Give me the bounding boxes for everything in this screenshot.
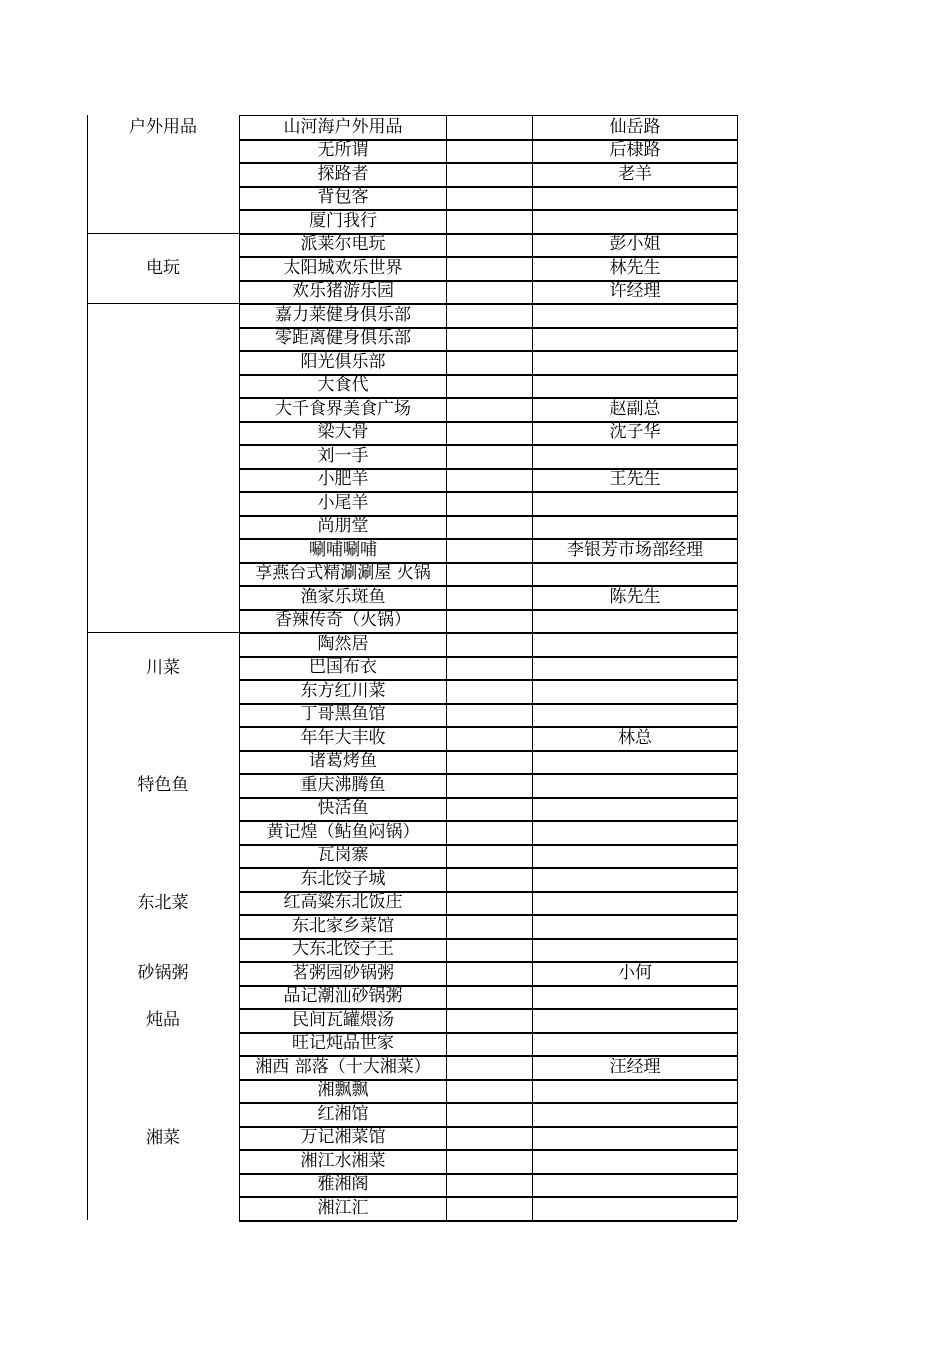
contact-cell [533, 492, 737, 515]
contact-cell [533, 1079, 737, 1102]
contact-cell [533, 1103, 737, 1126]
empty-cell [447, 562, 532, 585]
empty-cell [447, 445, 532, 468]
contact-cell [533, 821, 737, 844]
merchant-name-cell: 香辣传奇（火锅） [275, 610, 411, 630]
merchant-name-cell: 丁哥黑鱼馆 [300, 704, 386, 724]
empty-cell [447, 233, 532, 256]
merchant-name-cell: 湘飘飘 [317, 1080, 369, 1100]
contact-cell: 林总 [618, 727, 652, 748]
empty-cell [447, 985, 532, 1008]
contact-cell [533, 374, 737, 397]
contact-cell [533, 797, 737, 820]
merchant-name-cell: 山河海户外用品 [283, 116, 403, 137]
merchant-name-cell: 诸葛烤鱼 [309, 751, 377, 771]
empty-cell [447, 727, 532, 750]
category-separator [87, 632, 239, 633]
merchant-name-cell: 梁大骨 [317, 422, 369, 442]
empty-cell [447, 938, 532, 961]
merchant-name-cell: 湘西 部落（十大湘菜） [255, 1056, 431, 1077]
merchant-name-cell: 雅湘阁 [317, 1174, 369, 1194]
merchant-name-cell: 派莱尔电玩 [300, 234, 386, 254]
contact-cell [533, 938, 737, 961]
merchant-name-cell: 快活鱼 [317, 798, 369, 818]
merchant-name-cell: 万记湘菜馆 [300, 1127, 386, 1147]
empty-cell [447, 891, 532, 914]
contact-cell [533, 445, 737, 468]
empty-cell [447, 116, 532, 139]
contact-cell [533, 1197, 737, 1220]
merchant-name-cell: 重庆沸腾鱼 [300, 774, 386, 795]
empty-cell [447, 257, 532, 280]
contact-cell [533, 327, 737, 350]
merchant-name-cell: 大东北饺子王 [292, 939, 394, 959]
contact-cell [533, 186, 737, 209]
contact-cell [533, 633, 737, 656]
merchant-name-cell: 旺记炖品世家 [292, 1033, 394, 1053]
empty-cell [447, 703, 532, 726]
empty-cell [447, 750, 532, 773]
contact-cell [533, 210, 737, 233]
contact-cell: 赵副总 [609, 398, 661, 419]
contact-cell [533, 351, 737, 374]
merchant-name-cell: 渔家乐斑鱼 [300, 586, 386, 607]
contact-cell [533, 1009, 737, 1032]
contact-cell [533, 1150, 737, 1173]
contact-cell: 彭小姐 [609, 234, 661, 254]
contact-cell [533, 703, 737, 726]
contact-cell: 老羊 [618, 163, 652, 184]
merchant-name-cell: 东北饺子城 [300, 868, 386, 889]
merchant-name-cell: 大食代 [317, 375, 369, 395]
empty-cell [447, 609, 532, 632]
empty-cell [447, 492, 532, 515]
empty-cell [447, 1032, 532, 1055]
contact-cell [533, 515, 737, 538]
merchant-name-cell: 红湘馆 [317, 1103, 369, 1124]
contact-cell [533, 868, 737, 891]
merchant-name-cell: 尚朋堂 [317, 516, 369, 536]
contact-cell [533, 774, 737, 797]
contact-cell [533, 1173, 737, 1196]
contact-cell: 李银芳市场部经理 [567, 539, 703, 560]
empty-cell [447, 374, 532, 397]
merchant-name-cell: 享燕台式精涮涮屋 火锅 [255, 563, 431, 583]
empty-cell [447, 304, 532, 327]
empty-cell [447, 421, 532, 444]
empty-cell [447, 915, 532, 938]
empty-cell [447, 844, 532, 867]
contact-cell: 林先生 [609, 257, 661, 278]
merchant-name-cell: 欢乐猪游乐园 [292, 281, 394, 301]
empty-cell [447, 163, 532, 186]
empty-cell [447, 210, 532, 233]
merchant-name-cell: 阳光俱乐部 [300, 351, 386, 372]
merchant-name-cell: 巴国布衣 [309, 657, 377, 677]
contact-cell [533, 609, 737, 632]
empty-cell [447, 821, 532, 844]
row-border [239, 1220, 737, 1222]
empty-cell [447, 327, 532, 350]
empty-cell [447, 680, 532, 703]
empty-cell [447, 1103, 532, 1126]
empty-cell [447, 186, 532, 209]
category-separator [87, 233, 239, 234]
merchant-name-cell: 小肥羊 [317, 469, 369, 489]
category-label: 湘菜 [146, 1127, 180, 1148]
empty-cell [447, 515, 532, 538]
empty-cell [447, 398, 532, 421]
empty-cell [447, 656, 532, 679]
contact-cell [533, 844, 737, 867]
merchant-name-cell: 红高粱东北饭庄 [283, 892, 403, 912]
column-border-3 [737, 115, 738, 1220]
empty-cell [447, 280, 532, 303]
contact-cell: 陈先生 [609, 586, 661, 607]
empty-cell [447, 1197, 532, 1220]
contact-cell [533, 1126, 737, 1149]
empty-cell [447, 797, 532, 820]
contact-cell: 许经理 [609, 281, 661, 301]
empty-cell [447, 586, 532, 609]
contact-cell [533, 915, 737, 938]
empty-cell [447, 1009, 532, 1032]
merchant-name-cell: 湘江水湘菜 [300, 1150, 386, 1171]
merchant-name-cell: 陶然居 [317, 633, 369, 654]
merchant-name-cell: 茗粥园砂锅粥 [292, 962, 394, 983]
category-label: 户外用品 [129, 117, 197, 137]
category-label: 川菜 [146, 657, 180, 678]
contact-cell: 王先生 [609, 469, 661, 489]
empty-cell [447, 1079, 532, 1102]
contact-cell: 后棣路 [609, 140, 661, 160]
empty-cell [447, 633, 532, 656]
empty-cell [447, 1173, 532, 1196]
empty-cell [447, 351, 532, 374]
merchant-name-cell: 背包客 [317, 187, 369, 207]
contact-cell [533, 1032, 737, 1055]
contact-cell: 沈子华 [609, 422, 661, 442]
merchant-name-cell: 年年大丰收 [300, 727, 386, 748]
contact-cell: 汪经理 [609, 1056, 661, 1077]
empty-cell [447, 468, 532, 491]
merchant-name-cell: 黄记煌（鲇鱼闷锅） [266, 821, 420, 842]
merchant-name-cell: 唰哺唰哺 [309, 539, 377, 560]
category-label: 特色鱼 [137, 775, 189, 795]
merchant-name-cell: 大千食界美食广场 [275, 398, 411, 419]
merchant-name-cell: 湘江汇 [317, 1197, 369, 1218]
empty-cell [447, 962, 532, 985]
merchant-name-cell: 探路者 [317, 163, 369, 184]
category-separator [87, 303, 239, 304]
merchant-name-cell: 小尾羊 [317, 492, 369, 513]
category-label: 炖品 [146, 1010, 180, 1030]
empty-cell [447, 774, 532, 797]
merchant-name-cell: 零距离健身俱乐部 [275, 328, 411, 348]
merchant-name-cell: 品记潮汕砂锅粥 [283, 986, 403, 1006]
contact-cell: 小何 [618, 962, 652, 983]
empty-cell [447, 1150, 532, 1173]
merchant-name-cell: 刘一手 [317, 445, 369, 466]
merchant-name-cell: 无所谓 [317, 140, 369, 160]
merchant-name-cell: 瓦岗寨 [317, 845, 369, 865]
contact-cell [533, 891, 737, 914]
category-label: 砂锅粥 [137, 963, 189, 983]
empty-cell [447, 539, 532, 562]
empty-cell [447, 868, 532, 891]
merchant-name-cell: 东北家乡菜馆 [292, 915, 394, 936]
merchant-name-cell: 太阳城欢乐世界 [283, 257, 403, 278]
merchant-name-cell: 东方红川菜 [300, 680, 386, 701]
contact-cell [533, 750, 737, 773]
category-label: 电玩 [146, 258, 180, 278]
merchant-name-cell: 民间瓦罐煨汤 [292, 1009, 394, 1030]
contact-cell [533, 562, 737, 585]
empty-cell [447, 1126, 532, 1149]
empty-cell [447, 139, 532, 162]
contact-cell [533, 656, 737, 679]
merchant-name-cell: 厦门我行 [309, 210, 377, 231]
contact-cell [533, 304, 737, 327]
contact-cell [533, 680, 737, 703]
merchant-name-cell: 嘉力莱健身俱乐部 [275, 304, 411, 325]
contact-cell: 仙岳路 [609, 116, 661, 137]
empty-cell [447, 1056, 532, 1079]
category-label: 东北菜 [137, 892, 189, 913]
contact-cell [533, 985, 737, 1008]
